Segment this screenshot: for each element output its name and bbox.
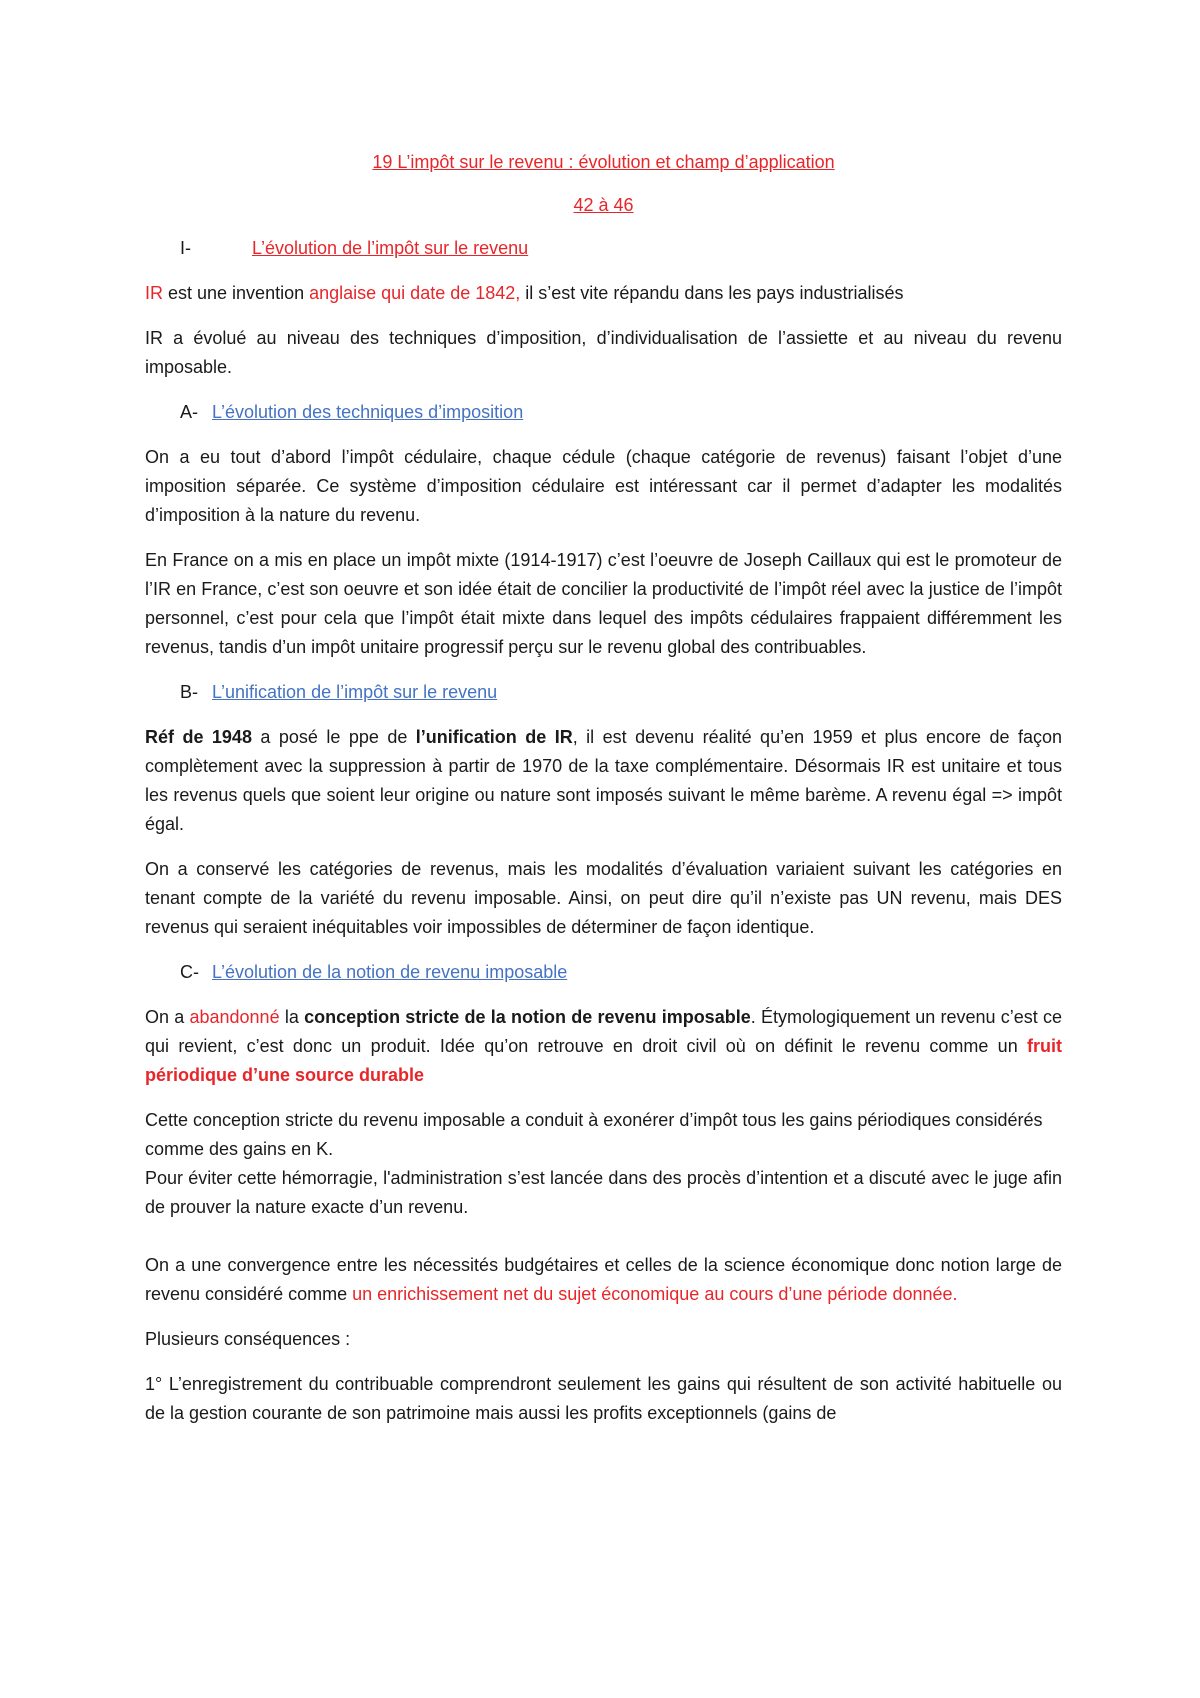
document-title — [145, 148, 1062, 177]
paragraph-6: On a conservé les catégories de revenus, mais les modalités d’évaluation variaient suivant les catégories en tenant compte de la variété du revenu imposable. Ainsi, on peut dire qu’il n’existe pas UN revenu, mais DES revenus qui seraient inéquitables voir impossibles de déterminer de façon identique. — [145, 859, 1062, 937]
subsection-title: L’évolution des techniques d’imposition — [212, 402, 524, 422]
paragraph-8b: Pour éviter cette hémorragie, l'administration s’est lancée dans des procès d’intention et a discuté avec le juge afin de prouver la nature exacte d’un revenu. — [145, 1168, 1062, 1217]
title-text: 19 L’impôt sur le revenu : évolution et champ d’application — [372, 152, 835, 172]
text-plain: . Étymologiquement un revenu c’est ce qui revient, c’est donc un produit. Idée qu’on retrouve en droit civil où on définit le revenu comme un — [145, 1007, 1063, 1056]
text-bold-highlight: fruit périodique d’une source durable — [145, 1036, 1062, 1085]
paragraph-7 — [145, 1003, 1062, 1090]
subsection-heading-a — [145, 398, 1062, 427]
section-number: I- — [180, 238, 191, 258]
text-ir: IR — [145, 283, 163, 303]
subsection-title: L’évolution de la notion de revenu imposable — [212, 962, 568, 982]
paragraph-8a: Cette conception stricte du revenu imposable a conduit à exonérer d’impôt tous les gains périodiques considérés comme des gains en K. — [145, 1110, 1043, 1159]
text-plain: , il est devenu réalité qu’en 1959 et plus encore de façon complètement avec la suppression à partir de 1970 de la taxe complémentaire. Désormais IR est unitaire et tous les revenus quels que soient leur origine ou nature sont imposés suivant le même barème. A revenu égal => impôt égal. — [145, 727, 1062, 834]
subsection-heading-b — [145, 678, 1062, 707]
paragraph-2: IR a évolué au niveau des techniques d’imposition, d’individualisation de l’assiette et au niveau du revenu imposable. — [145, 328, 1062, 377]
text-bold: l’unification de IR — [415, 727, 573, 747]
section-title: L’évolution de l’impôt sur le revenu — [252, 238, 529, 258]
subsection-number: C- — [180, 962, 199, 982]
text-highlight: anglaise qui date de 1842, — [309, 283, 521, 303]
section-heading-1 — [145, 234, 1062, 263]
text-plain: il s’est vite répandu dans les pays industrialisés — [520, 283, 904, 303]
subsection-number: B- — [180, 682, 198, 702]
text-plain: On a une convergence entre les nécessités budgétaires et celles de la science économique donc notion large de revenu considéré comme — [145, 1255, 1062, 1304]
paragraph-1 — [145, 279, 1062, 308]
paragraph-9 — [145, 1251, 1062, 1309]
paragraph-5 — [145, 723, 1062, 839]
text-bold: conception stricte de la notion de revenu imposable — [304, 1007, 751, 1027]
text-plain: a posé le ppe de — [251, 727, 416, 747]
text-plain: est une invention — [163, 283, 310, 303]
text-plain: On a — [145, 1007, 190, 1027]
text-highlight: abandonné — [189, 1007, 280, 1027]
paragraph-3: On a eu tout d’abord l’impôt cédulaire, chaque cédule (chaque catégorie de revenus) faisant l’objet d’une imposition séparée. Ce système d’imposition cédulaire est intéressant car il permet d’adapter les modalités d’imposition à la nature du revenu. — [145, 447, 1062, 525]
paragraph-10: Plusieurs conséquences : — [145, 1329, 351, 1349]
page-range-text: 42 à 46 — [573, 195, 634, 215]
subsection-heading-c — [145, 958, 1062, 987]
subsection-number: A- — [180, 402, 198, 422]
text-plain: la — [279, 1007, 305, 1027]
paragraph-4: En France on a mis en place un impôt mixte (1914-1917) c’est l’oeuvre de Joseph Caillaux qui est le promoteur de l’IR en France, c’est son oeuvre et son idée était de concilier la productivité de l’impôt réel avec la justice de l’impôt personnel, c’est pour cela que l’impôt était mixte dans lequel des impôts cédulaires frappaient différemment les revenus, tandis d’un impôt unitaire progressif perçu sur le revenu global des contribuables. — [145, 550, 1062, 657]
text-bold: Réf de 1948 — [145, 727, 252, 747]
paragraph-11: 1° L’enregistrement du contribuable comprendront seulement les gains qui résultent de son activité habituelle ou de la gestion courante de son patrimoine mais aussi les profits exceptionnels (gains de — [145, 1374, 1062, 1423]
page-range — [145, 191, 1062, 220]
document-body — [145, 148, 1062, 1444]
text-highlight: un enrichissement net du sujet économique au cours d’une période donnée. — [352, 1284, 958, 1304]
subsection-title: L’unification de l’impôt sur le revenu — [212, 682, 498, 702]
